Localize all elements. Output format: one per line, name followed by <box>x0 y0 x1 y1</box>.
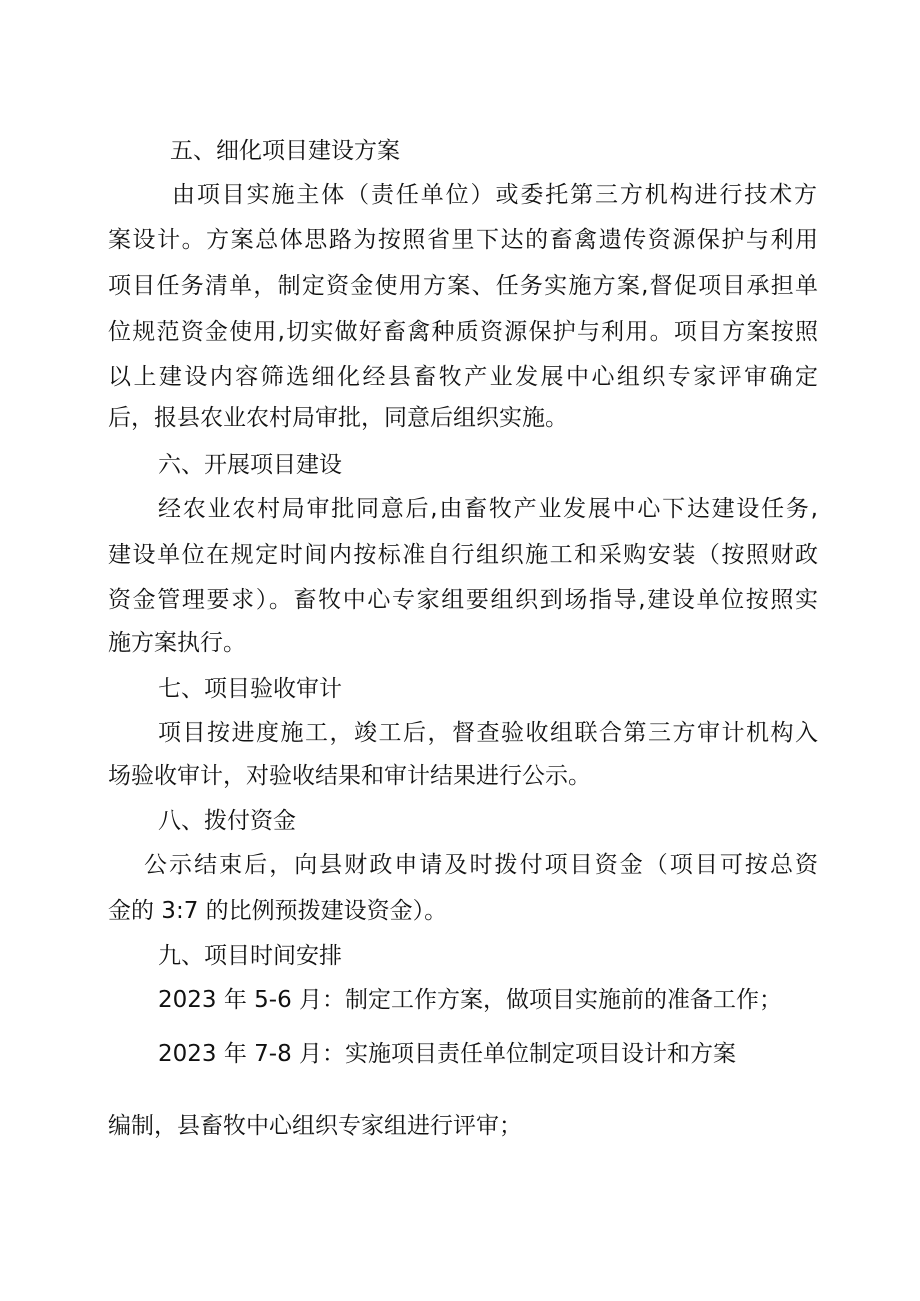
section-5-line-3: 项目任务清单，制定资金使用方案、任务实施方案,督促项目承担单 <box>108 273 818 299</box>
section-6-heading: 六、开展项目建设 <box>158 452 342 478</box>
section-6-line-1: 经农业农村局审批同意后,由畜牧产业发展中心下达建设任务, <box>158 496 818 522</box>
section-5-line-4: 位规范资金使用,切实做好畜禽种质资源保护与利用。项目方案按照 <box>108 319 818 345</box>
section-6-line-2: 建设单位在规定时间内按标准自行组织施工和采购安装（按照财政 <box>108 542 818 568</box>
section-8-line-2: 金的 3:7 的比例预拨建设资金）。 <box>108 898 448 924</box>
section-5-line-6: 后，报县农业农村局审批，同意后组织实施。 <box>108 405 568 431</box>
section-5-line-1: 由项目实施主体（责任单位）或委托第三方机构进行技术方 <box>172 182 817 208</box>
section-5-heading: 五、细化项目建设方案 <box>170 138 400 164</box>
section-9-heading: 九、项目时间安排 <box>158 943 342 969</box>
section-6-line-4: 施方案执行。 <box>108 630 246 656</box>
schedule-item-2-continued: 编制，县畜牧中心组织专家组进行评审； <box>108 1113 522 1139</box>
section-7-heading: 七、项目验收审计 <box>158 676 342 702</box>
section-8-line-1: 公示结束后，向县财政申请及时拨付项目资金（项目可按总资 <box>144 852 818 878</box>
schedule-item-1: 2023 年 5-6 月：制定工作方案，做项目实施前的准备工作； <box>158 987 783 1013</box>
section-7-line-2: 场验收审计，对验收结果和审计结果进行公示。 <box>108 763 591 789</box>
section-6-line-3: 资金管理要求）。畜牧中心专家组要组织到场指导,建设单位按照实 <box>108 587 818 613</box>
section-8-heading: 八、拨付资金 <box>158 808 296 834</box>
section-5-line-2: 案设计。方案总体思路为按照省里下达的畜禽遗传资源保护与利用 <box>108 227 818 253</box>
schedule-item-2: 2023 年 7-8 月：实施项目责任单位制定项目设计和方案 <box>158 1041 737 1067</box>
section-5-line-5: 以上建设内容筛选细化经县畜牧产业发展中心组织专家评审确定 <box>108 364 818 390</box>
section-7-line-1: 项目按进度施工，竣工后，督查验收组联合第三方审计机构入 <box>158 720 818 746</box>
